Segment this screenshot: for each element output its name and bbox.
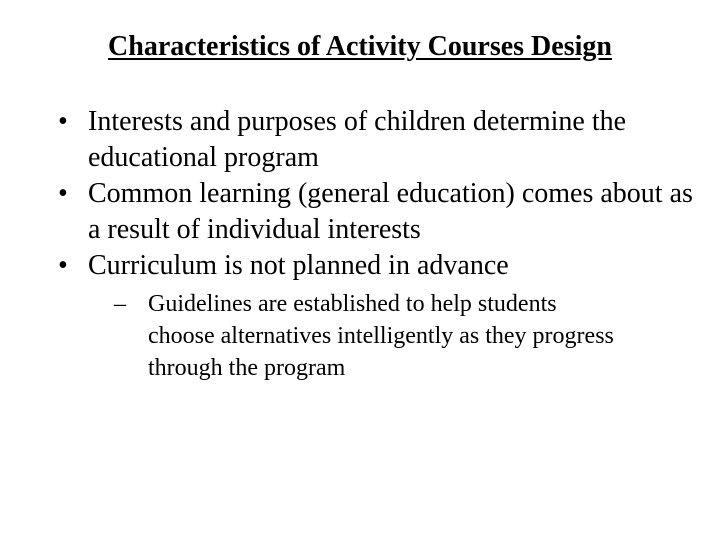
bullet-text: Interests and purposes of children determine the educational program [88,106,627,173]
bullet-marker: • [58,250,68,281]
bullet-marker: • [58,106,68,137]
bullet-text: Curriculum is not planned in advance [88,250,509,281]
sub-bullet-text: Guidelines are established to help students choose alternatives intelligently as they progress through the program [148,291,614,381]
bullet-list [58,104,698,384]
bullet-item [58,248,698,384]
bullet-item [58,176,698,248]
sub-bullet-item [114,288,628,384]
bullet-item [58,104,698,176]
bullet-marker: • [58,178,68,209]
bullet-text: Common learning (general education) comes about as a result of individual interests [88,178,693,245]
slide-title: Characteristics of Activity Courses Design [108,31,612,62]
sub-bullet-marker: – [114,291,126,317]
sub-bullet-list [88,288,698,384]
